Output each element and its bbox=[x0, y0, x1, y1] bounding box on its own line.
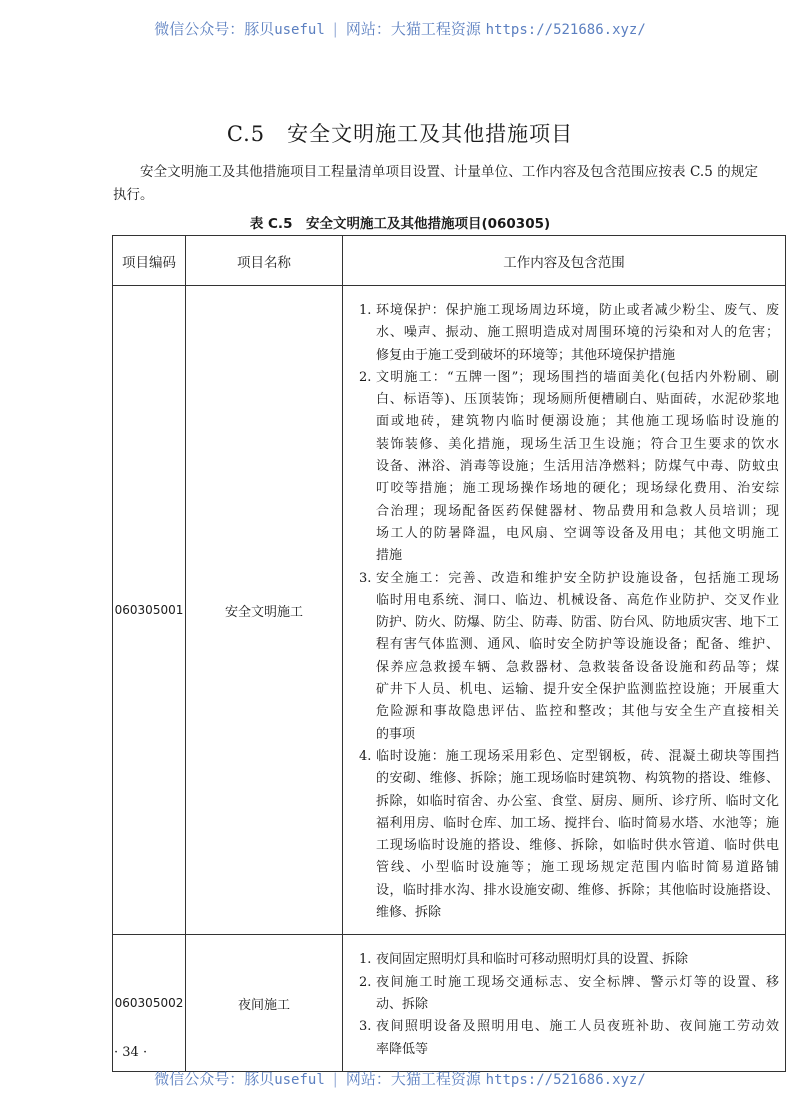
table-row bbox=[113, 935, 786, 1071]
content-line: 管线、小型临时设施等；施工现场规定范围内临时简易道路铺 bbox=[376, 860, 780, 876]
content-line: 工现场临时设施的搭设、维修、拆除，如临时供水管道、临时供电 bbox=[376, 838, 780, 854]
content-line: 保养应急救援车辆、急救器材、急救装备设备设施和药品等；煤 bbox=[376, 659, 780, 675]
content-line: 装饰装修、美化措施，现场生活卫生设施；符合卫生要求的饮水 bbox=[376, 436, 780, 452]
watermark-wechat: 微信公众号：豚贝 bbox=[154, 20, 275, 38]
item-number: 2. bbox=[359, 974, 372, 990]
content-line: 的事项 bbox=[376, 726, 416, 742]
page-number: · 34 · bbox=[114, 1045, 148, 1060]
header-name: 项目名称 bbox=[186, 236, 343, 286]
content-line: 白、标语等)、压顶装饰；现场厕所便槽刷白、贴面砖，水泥砂浆地 bbox=[376, 392, 780, 408]
content-line: 修复由于施工受到破坏的环境等；其他环境保护措施 bbox=[376, 347, 676, 363]
header-code: 项目编码 bbox=[113, 236, 186, 286]
watermark-wechat: 微信公众号：豚贝 bbox=[154, 1070, 275, 1088]
watermark-wechat-en: useful bbox=[274, 22, 325, 38]
content-line: 环境保护：保护施工现场周边环境，防止或者减少粉尘、废气、废 bbox=[376, 303, 780, 318]
content-line: 场工人的防暑降温，电风扇、空调等设备及用电；其他文明施工 bbox=[376, 525, 780, 541]
content-line: 临时用电系统、洞口、临边、机械设备、高危作业防护、交叉作业 bbox=[376, 592, 780, 608]
content-item bbox=[359, 300, 779, 367]
content-line: 矿井下人员、机电、运输、提升安全保护监测监控设施；开展重大 bbox=[376, 682, 780, 698]
content-line: 夜间照明设备及照明用电、施工人员夜班补助、夜间施工劳动效 bbox=[376, 1019, 780, 1035]
content-line: 夜间施工时施工现场交通标志、安全标牌、警示灯等的设置、移 bbox=[376, 974, 780, 990]
content-item bbox=[359, 746, 779, 924]
content-item bbox=[359, 367, 779, 568]
content-line: 程有害气体监测、通风、临时安全防护等设施设备；配备、维护、 bbox=[376, 637, 780, 653]
item-number: 1. bbox=[359, 303, 372, 318]
content-line: 夜间固定照明灯具和临时可移动照明灯具的设置、拆除 bbox=[376, 952, 689, 968]
content-line: 危险源和事故隐患评估、监控和整改；其他与安全生产直接相关 bbox=[376, 704, 780, 720]
item-content bbox=[343, 935, 786, 1071]
header-content: 工作内容及包含范围 bbox=[343, 236, 786, 286]
item-number: 3. bbox=[359, 570, 372, 586]
item-number: 3. bbox=[359, 1019, 372, 1035]
watermark-bottom bbox=[0, 1068, 800, 1089]
content-line: 叮咬等措施；施工现场操作场地的硬化；现场绿化费用、治安综 bbox=[376, 481, 780, 497]
content-item bbox=[359, 949, 779, 971]
content-line: 水、噪声、振动、施工照明造成对周围环境的污染和对人的危害； bbox=[376, 325, 780, 341]
watermark-site-label: 网站：大猫工程资源 bbox=[345, 20, 481, 38]
watermark-separator: | bbox=[332, 1070, 338, 1088]
content-line: 防护、防火、防爆、防尘、防毒、防雷、防台风、防地质灾害、地下工 bbox=[376, 615, 780, 631]
content-line: 面或地砖，建筑物内临时便溺设施；其他施工现场临时设施的 bbox=[376, 414, 780, 430]
watermark-url[interactable]: https://521686.xyz/ bbox=[485, 1072, 646, 1088]
watermark-top bbox=[0, 18, 800, 39]
item-number: 4. bbox=[359, 748, 372, 764]
content-line: 措施 bbox=[376, 548, 403, 564]
table-caption: 表 C.5 安全文明施工及其他措施项目(060305) bbox=[249, 216, 551, 232]
item-code: 060305001 bbox=[113, 286, 186, 935]
content-line: 安全施工：完善、改造和维护安全防护设施设备，包括施工现场 bbox=[376, 570, 780, 586]
content-line: 维修、拆除 bbox=[376, 905, 442, 921]
content-line: 设备、淋浴、消毒等设施；生活用洁净燃料；防煤气中毒、防蚊虫 bbox=[376, 459, 780, 475]
section-title: C.5 安全文明施工及其他措施项目 bbox=[226, 122, 574, 146]
measures-table bbox=[112, 235, 786, 1072]
content-line: 福利用房、临时仓库、加工场、搅拌台、临时简易水塔、水池等；施 bbox=[376, 815, 780, 831]
content-item bbox=[359, 972, 779, 1017]
item-code: 060305002 bbox=[113, 935, 186, 1071]
item-name: 夜间施工 bbox=[186, 935, 343, 1071]
content-line: 的安砌、维修、拆除；施工现场临时建筑物、构筑物的搭设、维修、 bbox=[376, 771, 780, 787]
content-item bbox=[359, 568, 779, 746]
watermark-url[interactable]: https://521686.xyz/ bbox=[485, 22, 646, 38]
content-line: 文明施工：“五牌一图”；现场围挡的墙面美化(包括内外粉刷、刷 bbox=[376, 369, 780, 385]
item-content bbox=[343, 286, 786, 935]
content-line: 率降低等 bbox=[376, 1041, 429, 1057]
content-line: 合治理；现场配备医药保健器材、物品费用和急救人员培训；现 bbox=[376, 503, 780, 519]
content-line: 动、拆除 bbox=[376, 996, 429, 1012]
content-item bbox=[359, 1016, 779, 1061]
item-name: 安全文明施工 bbox=[186, 286, 343, 935]
item-number: 1. bbox=[359, 952, 372, 968]
table-header-row bbox=[113, 236, 786, 286]
content-line: 拆除，如临时宿舍、办公室、食堂、厨房、厕所、诊疗所、临时文化 bbox=[376, 793, 780, 809]
content-line: 临时设施：施工现场采用彩色、定型钢板，砖、混凝土砌块等围挡 bbox=[376, 748, 780, 764]
watermark-wechat-en: useful bbox=[274, 1072, 325, 1088]
watermark-separator: | bbox=[332, 20, 338, 38]
content-line: 设，临时排水沟、排水设施安砌、维修、拆除；其他临时设施搭设、 bbox=[376, 882, 780, 898]
watermark-site-label: 网站：大猫工程资源 bbox=[345, 1070, 481, 1088]
intro-paragraph: 安全文明施工及其他措施项目工程量清单项目设置、计量单位、工作内容及包含范围应按表 C.5 的规定执行。 bbox=[113, 164, 758, 203]
table-row bbox=[113, 286, 786, 935]
item-number: 2. bbox=[359, 369, 372, 385]
